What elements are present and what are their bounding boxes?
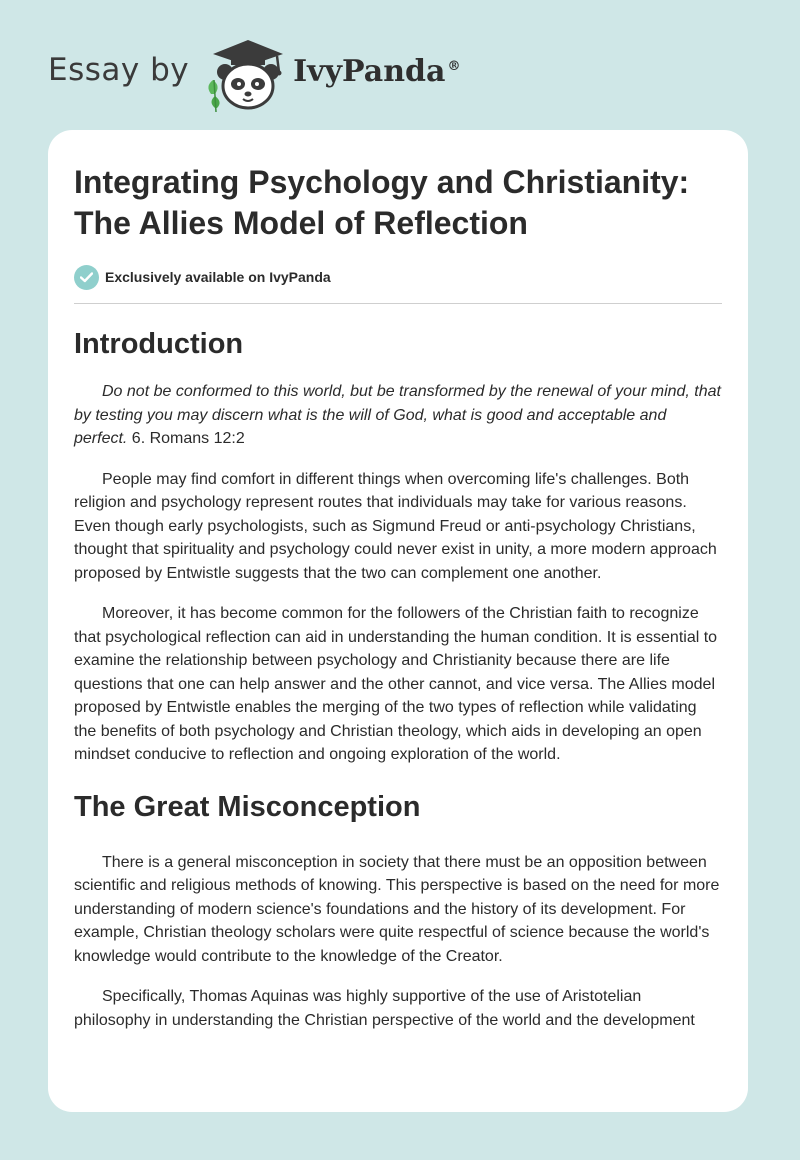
- exclusive-badge: [74, 264, 722, 290]
- panda-logo-icon[interactable]: [203, 34, 293, 114]
- section-heading-introduction: Introduction: [74, 328, 244, 360]
- check-icon: [74, 265, 99, 290]
- brand-header: [48, 34, 460, 114]
- section-heading-great-misconception: The Great Misconception: [74, 790, 421, 823]
- paragraph: Moreover, it has become common for the followers of the Christian faith to recognize that psychological reflection can aid in understanding the human condition. It is essential to examine the relationship between psychology and Christianity because there are life questions that one can help answer and the other cannot, and vice versa. The Allies model proposed by Entwistle enables the merging of the two types of reflection while validating the benefits of both psychology and Christian theology, which aids in developing an open mindset conducive to reflection and ongoing exploration of the world.: [74, 605, 718, 763]
- article-title: Integrating Psychology and Christianity: The Allies Model of Reflection: [74, 164, 690, 241]
- brand-prefix: Essay by: [48, 52, 190, 88]
- exclusive-label: Exclusively available on IvyPanda: [105, 269, 331, 285]
- paragraph: There is a general misconception in society that there must be an opposition between scientific and religious methods of knowing. This perspective is based on the need for more understanding of modern science's foundations and the history of its development. For example, Christian theology scholars were quite respectful of science because the world's knowledge would contribute to the knowledge of the Creator.: [74, 853, 720, 965]
- epigraph-reference: 6. Romans 12:2: [127, 430, 245, 447]
- epigraph-quote: Do not be conformed to this world, but be transformed by the renewal of your mind, that by testing you may discern what is the will of God, what is good and acceptable and perfect.: [74, 383, 721, 447]
- paragraph: People may find comfort in different things when overcoming life's challenges. Both religion and psychology represent routes that individuals may take for various reasons. Even though early psychologists, such as Sigmund Freud or anti-psychology Christians, thought that spirituality and psychology could never exist in unity, a more modern approach proposed by Entwistle suggests that the two can complement one another.: [74, 470, 717, 582]
- divider: [74, 303, 722, 304]
- paragraph: Specifically, Thomas Aquinas was highly supportive of the use of Aristotelian philosophy in understanding the Christian perspective of the world and the development: [74, 988, 695, 1029]
- brand-name: IvyPanda ®: [293, 53, 461, 89]
- article-card: [48, 130, 748, 1112]
- epigraph-paragraph: [74, 380, 722, 451]
